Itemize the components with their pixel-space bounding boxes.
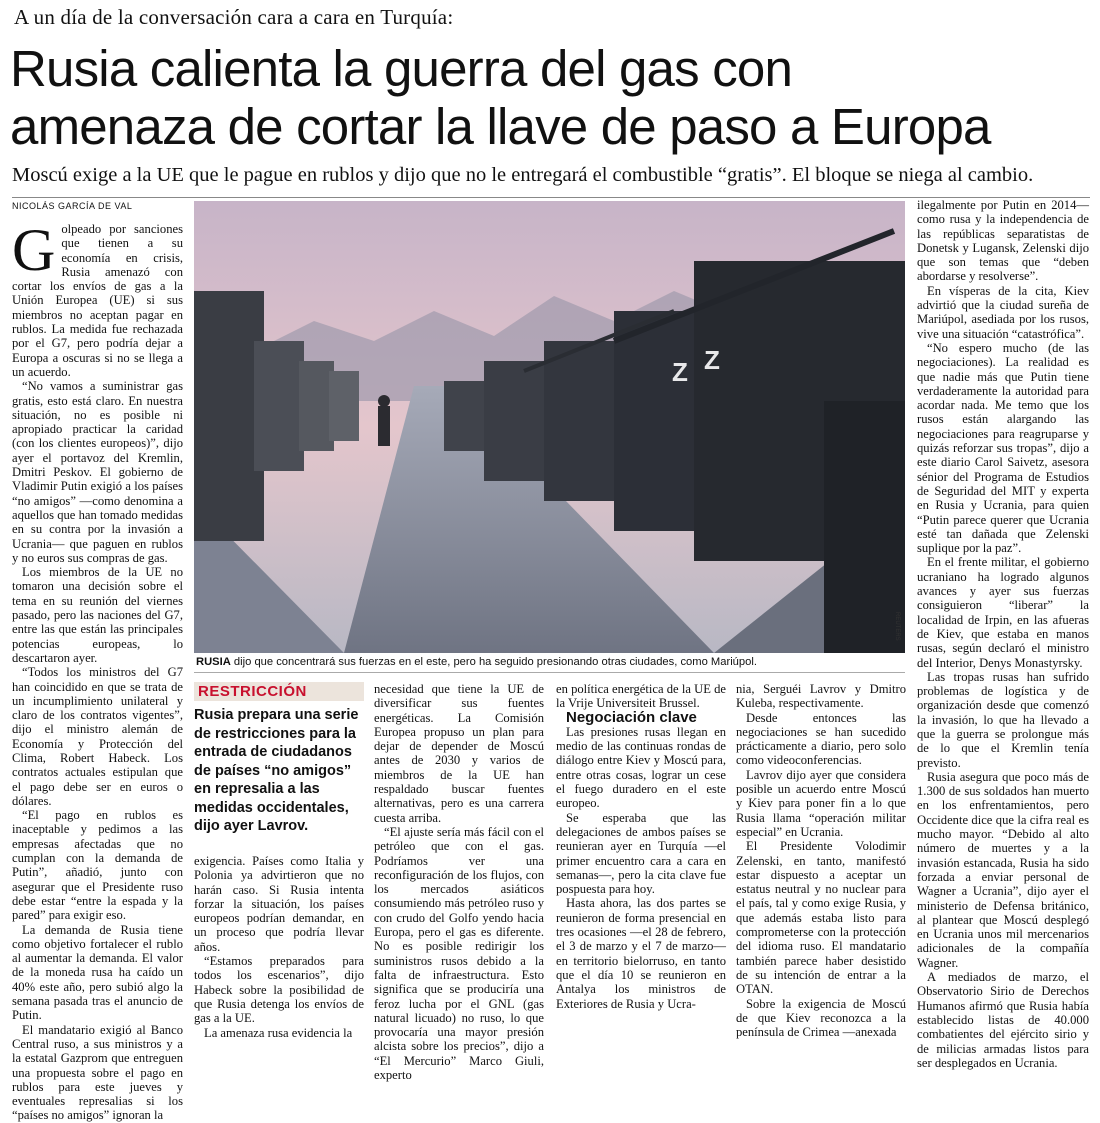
paragraph: Sobre la exigencia de Moscú de que Kiev reconozca a la península de Crimea —anexada [736, 996, 906, 1040]
byline: NICOLÁS GARCÍA DE VAL [12, 201, 133, 211]
paragraph: ilegalmente por Putin en 2014— como rusa y la independencia de las repúblicas separatistas de Donetsk y Lugansk, Zelenski dijo que son temas que “deben abordarse y resolverse”. [917, 198, 1089, 284]
paragraph: Las presiones rusas llegan en medio de las continuas rondas de diálogo entre Kiev y Moscú para, entre otras cosas, lograr un cese el fuego duradero en el este europeo. [556, 724, 726, 811]
paragraph: En vísperas de la cita, Kiev advirtió que la ciudad sureña de Mariúpol, asediada por los rusos, vive una situación “catastrófica”. [917, 283, 1089, 341]
photo-credit: REUTERS [894, 612, 900, 641]
column-6 [917, 198, 1089, 1070]
paragraph: “Todos los ministros del G7 han coincidido en que se trata de un incumplimiento unilateral y claro de los contratos vigentes”, dijo el ministro alemán de Economía y Protección del Clima, Robert Habeck. Los contratos actuales estipulan que el pago debe ser en euros o dólares. [12, 665, 183, 808]
headline-line-2: amenaza de cortar la llave de paso a Europa [10, 98, 991, 155]
paragraph: La amenaza rusa evidencia la [204, 1025, 353, 1040]
news-photo [194, 201, 905, 653]
paragraph: Hasta ahora, las dos partes se reunieron de forma presencial en tres ocasiones —el 28 de febrero, el 3 de marzo y el 7 de marzo— en territorio bielorruso, en tanto que el día 10 se reunieron en Antalya los ministros de Exteriores de Rusia y Ucra- [556, 896, 726, 1011]
column-3 [374, 682, 544, 1083]
paragraph: nia, Serguéi Lavrov y Dmitro Kuleba, respectivamente. [736, 682, 906, 711]
box-text: Rusia prepara una serie de restricciones para la entrada de ciudadanos de países “no amigos” en represalia a las medidas occidentales, dijo ayer Lavrov. [194, 707, 359, 834]
headline [10, 40, 1090, 156]
z-marking: Z [672, 357, 688, 387]
column-1 [12, 217, 183, 1123]
paragraph: exigencia. Países como Italia y Polonia ya advirtieron que no harán caso. Si Rusia intenta forzar la situación, los países europeos podrían demandar, en un proceso que podría llevar años. [194, 854, 364, 954]
column-5 [736, 682, 906, 1040]
restriction-box [194, 682, 364, 836]
tank-convoy-illustration [194, 201, 905, 653]
paragraph: “El ajuste sería más fácil con el petróleo que con el gas. Podríamos ver una reconfiguración de los flujos, con los mercados asiáticos consumiendo más petróleo ruso y con crudo del Golfo yendo hacia Europa, pero el gas es diferente. No es posible redirigir los suministros rusos debido a la falta de infraestructura. Esto significa que se produciría una feroz lucha por el GNL (gas natural licuado) no ruso, lo que provocaría una mayor presión alcista sobre los precios”, dijo a “El Mercurio” Marco Giuli, experto [374, 824, 544, 1083]
z-marking: Z [704, 345, 720, 375]
paragraph: Lavrov dijo ayer que considera posible un acuerdo entre Moscú y Kiev para poner fin a lo que Rusia llama “operación militar especial” en Ucrania. [736, 767, 906, 839]
column-4 [556, 682, 726, 1022]
kicker: A un día de la conversación cara a cara en Turquía: [14, 5, 454, 29]
box-label: RESTRICCIÓN [194, 682, 364, 701]
caption-rule [194, 672, 905, 673]
paragraph: Los miembros de la UE no tomaron una decisión sobre el tema en su reunión del viernes pasado, pero las naciones del G7, entre las que están las principales potencias europeas, lo descartaron ayer. [12, 565, 183, 665]
paragraph: en política energética de la UE de la Vrije Universiteit Brussel. [556, 682, 726, 711]
paragraph: A mediados de marzo, el Observatorio Sirio de Derechos Humanos afirmó que Rusia había establecido listas de 40.000 combatientes del ejército sirio y de milicias armadas listos para ser desplegados en Ucrania. [917, 970, 1089, 1070]
paragraph: El Presidente Volodimir Zelenski, en tanto, manifestó estar dispuesto a aceptar un estatus neutral y no nuclear para el país, tal y como exige Rusia, y que además estaba listo para comprometerse con la protección del idioma ruso. El mandatario también parece haber desistido de su intención de entrar a la OTAN. [736, 839, 906, 997]
paragraph: “Estamos preparados para todos los escenarios”, dijo Habeck sobre la posibilidad de que Rusia detenga los envíos de gas a la UE. [194, 954, 364, 1026]
photo-caption: RUSIA dijo que concentrará sus fuerzas en el este, pero ha seguido presionando otras ciudades, como Mariúpol. [196, 656, 757, 668]
column-2 [194, 854, 364, 1040]
paragraph: “No espero mucho (de las negociaciones). La realidad es que nadie más que Putin tiene verdaderamente la autoridad para acordar nada. Me temo que los rusos están alargando las negociaciones para reagruparse y quizás reforzar sus tropas”, dijo a este diario Carol Saivetz, asesora sénior del Programa de Estudios de Seguridad del MIT y experta en Rusia y Ucrania, para quien “Putin parece querer que Ucrania esté tan dañada que Zelenski suplique por la paz”. [917, 340, 1089, 556]
paragraph: Golpeado por sanciones que tienen a su economía en crisis, Rusia amenazó con cortar los envíos de gas a la Unión Europea (UE) si sus miembros no aceptan pagar en rublos. La medida fue rechazada por el G7, pero podría dejar a Europa a oscuras si no se llega a un acuerdo. [12, 217, 183, 379]
paragraph: El mandatario exigió al Banco Central ruso, a sus ministros y a la estatal Gazprom que entreguen una propuesta sobre el pago en rublos para este jueves y eventuales represalias si los “países no amigos” ignoran la [12, 1022, 183, 1123]
paragraph: Las tropas rusas han sufrido problemas de logística y de organización desde que comenzó la invasión, lo que ha llevado a que la guerra se prolongue más de lo que el Kremlin tenía previsto. [917, 669, 1089, 770]
paragraph: necesidad que tiene la UE de diversificar sus fuentes energéticas. La Comisión Europea propuso un plan para dejar de depender de Moscú antes de 2030 y varios de miembros de la UE han respaldado buscar fuentes alternativas, pero es una carrera cuesta arriba. [374, 682, 544, 825]
paragraph: La demanda de Rusia tiene como objetivo fortalecer el rublo al aumentar la demanda. El valor de la moneda rusa ha caído un 40% este año, pero subió algo la semana pasada tras el anuncio de Putin. [12, 922, 183, 1023]
headline-line-1: Rusia calienta la guerra del gas con [10, 40, 793, 97]
paragraph: Se esperaba que las delegaciones de ambos países se reunieran ayer en Turquía —el primer encuentro cara a cara en semanas—, pero la cita clave fue pospuesta para hoy. [556, 810, 726, 897]
subhead: Negociación clave [566, 708, 697, 726]
paragraph: En el frente militar, el gobierno ucraniano ha logrado algunos avances y ayer sus fuerzas consiguieron “liberar” la localidad de Irpin, en las afueras de Kiev, que estaba en manos rusas, según declaró el ministro del Interior, Denys Monastyrsky. [917, 555, 1089, 670]
paragraph: “El pago en rublos es inaceptable y pedimos a las empresas afectadas que no cumplan con la demanda de Putin”, añadió, junto con asegurar que el Presidente ruso debe estar “entre la espada y la pared” para exigir eso. [12, 808, 183, 923]
paragraph: Desde entonces las negociaciones se han sucedido prácticamente a diario, pero solo como videoconferencias. [736, 710, 906, 768]
deck: Moscú exige a la UE que le pague en rublos y dijo que no le entregará el combustible “gratis”. El bloque se niega al cambio. [12, 164, 1034, 186]
paragraph: Rusia asegura que poco más de 1.300 de sus soldados han muerto en los enfrentamientos, pero Occidente dice que la cifra real es mucho mayor. “Debido al alto número de muertes y a la invasión estancada, Rusia ha sido forzada a enviar personal de Wagner a Ucrania”, dijo ayer el ministerio de Defensa británico, al plantear que Moscú desplegó en Ucrania unos mil mercenarios adicionales de la compañía Wagner. [917, 769, 1089, 970]
paragraph: “No vamos a suministrar gas gratis, esto está claro. En nuestra situación, no es posible ni apropiado practicar la caridad (con los clientes europeos)”, dijo ayer el portavoz del Kremlin, Dmitri Peskov. El gobierno de Vladimir Putin exigió a los países “no amigos” —como denomina a aquellos que han tomado medidas en su contra por la invasión a Ucrania— que paguen en rublos y no euros sus compras de gas. [12, 379, 183, 565]
drop-cap: G [12, 217, 56, 283]
